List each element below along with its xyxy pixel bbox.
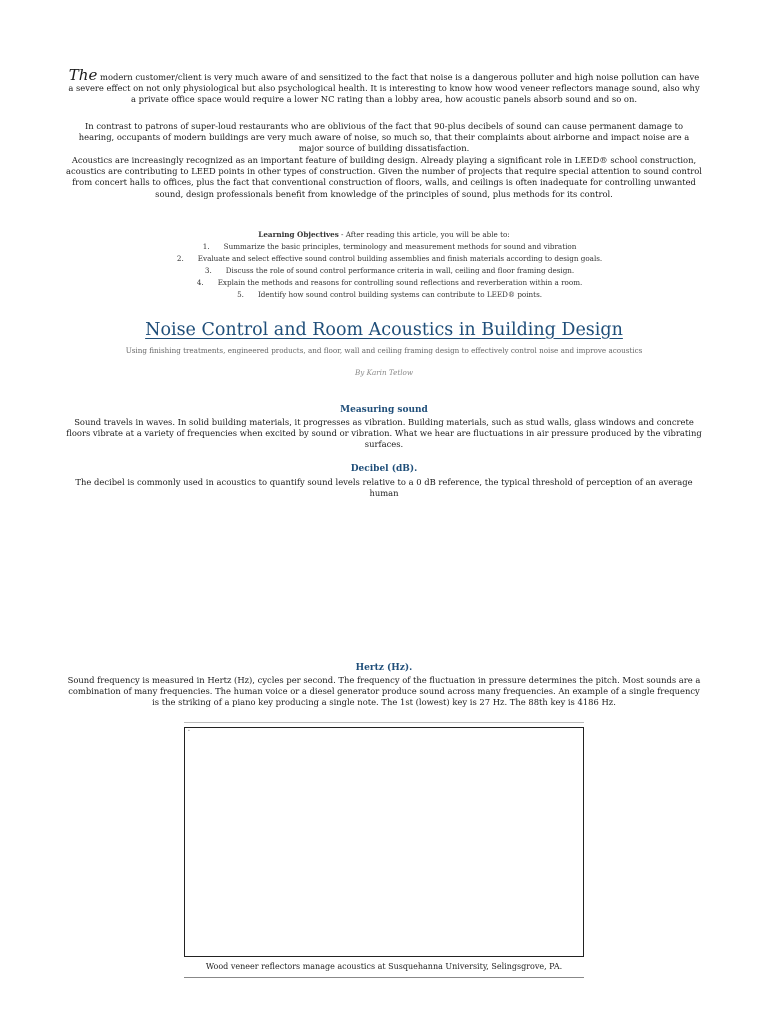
article-subtitle: Using finishing treatments, engineered products, and floor, wall and ceiling framing design to effectively control noise and improve acoustics (125, 346, 643, 355)
objective-number: 5. (237, 290, 244, 299)
objective-number: 3. (204, 266, 212, 275)
intro-paragraph-2: In contrast to patrons of super-loud restaurants who are oblivious of the fact that 90-plus decibels of sound can cause permanent damage to hearing, occupants of modern buildings are very much aware of noise, so much so, that their complaints about airborne and impact noise are a major source of building dissatisfaction. (78, 121, 690, 154)
article-byline: By Karin Tetlow (354, 368, 414, 377)
objectives-heading: Learning Objectives (258, 230, 339, 239)
figure-top-rule (184, 722, 584, 723)
learning-objectives (120, 229, 648, 301)
section-heading-measuring-sound: Measuring sound (340, 405, 428, 415)
objective-number: 2. (176, 254, 184, 263)
objective-item (120, 289, 648, 301)
figure-image-tag: ▪ (188, 729, 190, 732)
objective-text: Discuss the role of sound control performance criteria in wall, ceiling and floor framing design. (225, 266, 575, 275)
objective-text: Summarize the basic principles, terminology and measurement methods for sound and vibration (223, 242, 577, 251)
objective-text: Identify how sound control building systems can contribute to LEED® points. (257, 290, 543, 299)
intro-paragraph-1 (66, 66, 702, 106)
section-text-hertz: Sound frequency is measured in Hertz (Hz), cycles per second. The frequency of the fluctuation in pressure determines the pitch. Most sounds are a combination of many frequencies. The human voice or a diesel generator produce sound across many frequencies. An example of a single frequency is the striking of a piano key producing a single note. The 1st (lowest) key is 27 Hz. The 88th key is 4186 Hz. (67, 675, 701, 708)
section-text-measuring-sound: Sound travels in waves. In solid building materials, it progresses as vibration. Building materials, such as stud walls, glass windows and concrete floors vibrate at a variety of frequencies when excited by sound or vibration. What we hear are fluctuations in air pressure produced by the vibrating surfaces. (66, 417, 702, 450)
objective-item (120, 277, 648, 289)
objective-text: Explain the methods and reasons for controlling sound reflections and reverberation within a room. (217, 278, 583, 287)
section-text-decibel: The decibel is commonly used in acoustics to quantify sound levels relative to a 0 dB reference, the typical threshold of perception of an average human (75, 477, 693, 499)
objective-number: 4. (196, 278, 204, 287)
objectives-list (120, 241, 648, 301)
section-heading-decibel: Decibel (dB). (350, 464, 418, 474)
article-title: Noise Control and Room Acoustics in Building Design (145, 320, 623, 340)
objectives-heading-line (120, 229, 648, 241)
intro-paragraph-3: Acoustics are increasingly recognized as an important feature of building design. Already playing a significant role in LEED® school construction, acoustics are contributing to LEED points in other types of construction. Given the number of projects that require special attention to sound control from concert halls to offices, plus the fact that conventional construction of floors, walls, and ceilings is often inadequate for controlling unwanted sound, design professionals benefit from knowledge of the principles of sound, plus methods for its control. (66, 155, 702, 199)
drop-cap: The (68, 66, 98, 84)
objective-text: Evaluate and select effective sound control building assemblies and finish materials according to design goals. (197, 254, 603, 263)
objective-number: 1. (202, 242, 210, 251)
intro-paragraph-1-text: modern customer/client is very much aware of and sensitized to the fact that noise is a dangerous polluter and high noise pollution can have a severe effect on not only physiological but also psychological health. It is interesting to know how wood veneer reflectors manage sound, also why a private office space would require a lower NC rating than a lobby area, how acoustic panels absorb sound and so on. (68, 72, 700, 105)
objective-item (120, 253, 648, 265)
objectives-lead: - After reading this article, you will be able to: (338, 230, 510, 239)
section-heading-hertz: Hertz (Hz). (355, 663, 413, 673)
figure-image-placeholder (184, 727, 584, 957)
objective-item (120, 241, 648, 253)
objective-item (120, 265, 648, 277)
figure-caption: Wood veneer reflectors manage acoustics at Susquehanna University, Selingsgrove, PA. (205, 962, 563, 971)
caption-rule (184, 977, 584, 978)
